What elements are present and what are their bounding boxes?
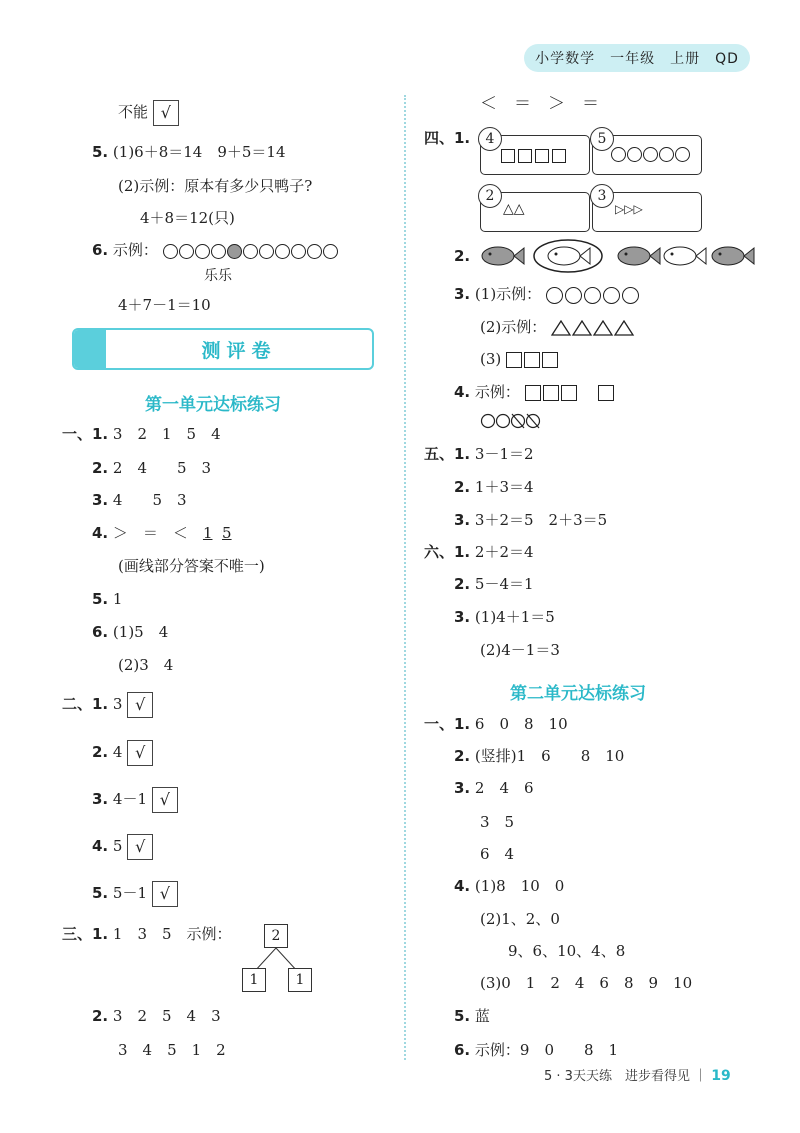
tree-right-box: 1 (288, 968, 312, 992)
s3-q1 (62, 924, 232, 944)
s4-q4 (454, 382, 616, 402)
square-icon (598, 385, 614, 401)
s6-q1 (424, 542, 534, 562)
circle-icon (627, 147, 642, 162)
s6-q2-num: 2. (454, 575, 471, 593)
s6-q2 (454, 574, 534, 594)
s2-answer-3: 4－1 (112, 790, 148, 808)
triangles-icon (551, 320, 637, 336)
s1-answer-6b: (2)3 4 (118, 656, 174, 674)
q6-circles (163, 241, 339, 259)
u2-q5-num: 5. (454, 1007, 471, 1025)
s1-q6-num: 6. (92, 623, 109, 641)
s3-answer-1: 1 3 5 示例： (112, 925, 232, 943)
square-icon (524, 352, 540, 368)
s4-answer-3b: (2)示例： (480, 318, 547, 336)
circle-icon (275, 244, 290, 259)
circle-icon (307, 244, 322, 259)
s1-answer-1: 3 2 1 5 4 (112, 425, 221, 443)
q5-answer-2: (2)示例：原本有多少只鸭子? (118, 177, 313, 195)
s1-answer-4-underlined-1: 1 (202, 524, 213, 542)
s6-q3-num: 3. (454, 608, 471, 626)
test-paper-banner (72, 328, 374, 370)
s2-q5-num: 5. (92, 884, 109, 902)
s5-q3 (454, 510, 607, 530)
q5-answer-3: 4＋8＝12(只) (140, 209, 235, 227)
fish-circled-icon (534, 240, 602, 272)
circle-icon (675, 147, 690, 162)
circle-icon (611, 147, 626, 162)
s3-label: 三、1. (62, 925, 109, 943)
s2-answer-2: 4 (112, 743, 123, 761)
s1-answer-5: 1 (112, 590, 123, 608)
q5-line1 (92, 142, 286, 162)
q6-line (92, 240, 339, 260)
s1-answer-3: 4 5 3 (112, 491, 187, 509)
u2-answer-4b: (2)1、2、0 (480, 910, 560, 928)
square-icon (552, 149, 566, 163)
s4-q4-num: 4. (454, 383, 471, 401)
s5-q1 (424, 444, 534, 464)
circle-icon (643, 147, 658, 162)
u2-q2-num: 2. (454, 747, 471, 765)
s5-answer-2: 1＋3＝4 (474, 478, 534, 496)
unit1-title: 第一单元达标练习 (145, 395, 281, 415)
u2-answer-1: 6 0 8 10 (474, 715, 568, 733)
s6-answer-3a: (1)4＋1＝5 (474, 608, 555, 626)
s3-answer-2a: 3 2 5 4 3 (112, 1007, 221, 1025)
s4-label (424, 128, 470, 148)
rings-row (546, 285, 641, 303)
s2-q4-num: 4. (92, 837, 109, 855)
banner-title: 测评卷 (201, 339, 277, 362)
square-icon (535, 149, 549, 163)
footer (544, 1065, 731, 1084)
s5-answer-3: 3＋2＝5 2＋3＝5 (474, 511, 608, 529)
u2-q6 (454, 1040, 618, 1060)
s4-label-text: 四、1. (424, 129, 471, 147)
square-icon (542, 352, 558, 368)
circle-icon (163, 244, 178, 259)
s1-answer-2: 2 4 5 3 (112, 459, 212, 477)
s1-answer-4: ＞ ＝ ＜ (112, 524, 203, 542)
s2-q2 (92, 740, 153, 766)
s2-q4 (92, 834, 153, 860)
s6-answer-1: 2＋2＝4 (474, 543, 534, 561)
q6-equation: 4＋7－1＝10 (118, 296, 211, 314)
fish-icon (482, 247, 524, 265)
s5-q2 (454, 477, 534, 497)
shape-box-4 (480, 131, 590, 175)
circled-number: 2 (478, 184, 502, 208)
s4-q3-num: 3. (454, 285, 471, 303)
s5-q2-num: 2. (454, 478, 471, 496)
square-icon (561, 385, 577, 401)
footer-text: 5 · 3天天练 进步看得见 ｜ (544, 1069, 708, 1084)
circle-icon (584, 287, 601, 304)
s2-q3-num: 3. (92, 790, 109, 808)
circled-number: 4 (478, 127, 502, 151)
check-box: √ (127, 834, 153, 860)
s1-label: 一、1. (62, 425, 109, 443)
s3-q2-num: 2. (92, 1007, 109, 1025)
u2-answer-2: (竖排)1 6 8 10 (474, 747, 625, 765)
u2-q1 (424, 714, 568, 734)
circle-icon (603, 287, 620, 304)
square-icon (543, 385, 559, 401)
s6-answer-2: 5－4＝1 (474, 575, 534, 593)
q5-answer-1: (1)6＋8＝14 9＋5＝14 (112, 143, 286, 161)
s4-answer-4: 示例： (474, 383, 520, 401)
u2-answer-3a: 2 4 6 (474, 779, 534, 797)
u2-q2 (454, 746, 624, 766)
s4-q2-num: 2. (454, 247, 471, 265)
s2-answer-4: 5 (112, 837, 123, 855)
right-top-line: ＜ ＝ ＞ ＝ (480, 94, 599, 114)
q6-label: 示例： (112, 241, 158, 259)
s3-q2 (92, 1006, 221, 1026)
s1-q1 (62, 424, 221, 444)
s4-q2 (454, 246, 470, 266)
s6-q3 (454, 607, 555, 627)
q5-number: 5. (92, 143, 109, 161)
u2-answer-5: 蓝 (474, 1007, 490, 1025)
s6-label: 六、1. (424, 543, 471, 561)
circle-icon (291, 244, 306, 259)
s5-answer-1: 3－1＝2 (474, 445, 534, 463)
s1-q5-num: 5. (92, 590, 109, 608)
shape-box-2 (480, 188, 590, 232)
u2-answer-3b: 3 5 (480, 813, 515, 831)
circle-icon (323, 244, 338, 259)
s1-answer-4-underlined-2: 5 (222, 524, 232, 542)
page-number: 19 (711, 1068, 731, 1084)
circle-icon (211, 244, 226, 259)
s6-answer-3b: (2)4－1＝3 (480, 641, 560, 659)
triangles-row: △△ (503, 201, 525, 217)
u2-answer-6: 示例：9 0 8 1 (474, 1041, 619, 1059)
s2-q2-num: 2. (92, 743, 109, 761)
u2-q4 (454, 876, 564, 896)
q6-number: 6. (92, 241, 109, 259)
s1-q4 (92, 523, 232, 543)
tree-left-box: 1 (242, 968, 266, 992)
header-tag: 小学数学 一年级 上册 QD (524, 44, 750, 72)
circle-icon (195, 244, 210, 259)
s2-answer-5: 5－1 (112, 884, 148, 902)
s2-q1 (62, 692, 153, 718)
check-box: √ (127, 692, 153, 718)
tree-top-box: 2 (264, 924, 288, 948)
square-icon (525, 385, 541, 401)
left-top-line (118, 100, 179, 126)
u2-answer-4c: 9、6、10、4、8 (508, 942, 626, 960)
circle-icon (622, 287, 639, 304)
s4-q3 (454, 284, 641, 304)
u2-q3-num: 3. (454, 779, 471, 797)
s4-answer-3c: (3) (480, 350, 502, 368)
s2-q5 (92, 881, 178, 907)
arrows-row: ▷▷▷ (615, 202, 643, 216)
s1-q3-num: 3. (92, 491, 109, 509)
q6-name: 乐乐 (204, 268, 232, 284)
s3-answer-2b: 3 4 5 1 2 (118, 1041, 226, 1059)
s1-q3 (92, 490, 187, 510)
circle-icon (546, 287, 563, 304)
banner-accent (74, 330, 106, 368)
u2-answer-4a: (1)8 10 0 (474, 877, 565, 895)
u2-q5 (454, 1006, 490, 1026)
s2-label: 二、1. (62, 695, 109, 713)
circle-icon (243, 244, 258, 259)
u2-q3 (454, 778, 534, 798)
circle-icon (565, 287, 582, 304)
fish-row (476, 238, 766, 274)
circle-icon (259, 244, 274, 259)
circle-icon (179, 244, 194, 259)
column-divider (404, 95, 406, 1060)
fish-outline-icon (664, 247, 706, 265)
circled-number: 5 (590, 127, 614, 151)
check-box: √ (152, 881, 178, 907)
filled-circle-icon (227, 244, 242, 259)
fish-icon (618, 247, 660, 265)
squares-row (501, 148, 569, 163)
s4-answer-3c-line (480, 349, 560, 369)
square-icon (518, 149, 532, 163)
circles-row (611, 147, 691, 162)
fish-icon (712, 247, 754, 265)
s4-answer-3b-line (480, 317, 637, 337)
square-icon (506, 352, 522, 368)
u2-q4-num: 4. (454, 877, 471, 895)
s2-answer-1: 3 (112, 695, 123, 713)
u2-answer-3c: 6 4 (480, 845, 515, 863)
u2-q6-num: 6. (454, 1041, 471, 1059)
s2-q3 (92, 787, 178, 813)
u2-label: 一、1. (424, 715, 471, 733)
s1-note: (画线部分答案不唯一) (118, 557, 265, 575)
text-cannot: 不能 (118, 103, 149, 121)
unit2-title: 第二单元达标练习 (510, 684, 646, 704)
circle-icon (659, 147, 674, 162)
check-box: √ (127, 740, 153, 766)
check-box: √ (152, 787, 178, 813)
s1-q4-num: 4. (92, 524, 109, 542)
circled-number: 3 (590, 184, 614, 208)
s5-q3-num: 3. (454, 511, 471, 529)
s1-q2 (92, 458, 211, 478)
s1-q5 (92, 589, 122, 609)
crossed-circles-icon (480, 412, 550, 430)
s4-answer-3a: (1)示例： (474, 285, 542, 303)
square-icon (501, 149, 515, 163)
shape-box-3 (592, 188, 702, 232)
s1-answer-6a: (1)5 4 (112, 623, 169, 641)
s5-label: 五、1. (424, 445, 471, 463)
u2-answer-4d: (3)0 1 2 4 6 8 9 10 (480, 974, 693, 992)
check-box: √ (153, 100, 179, 126)
s1-q6 (92, 622, 168, 642)
shape-box-5 (592, 131, 702, 175)
s1-q2-num: 2. (92, 459, 109, 477)
